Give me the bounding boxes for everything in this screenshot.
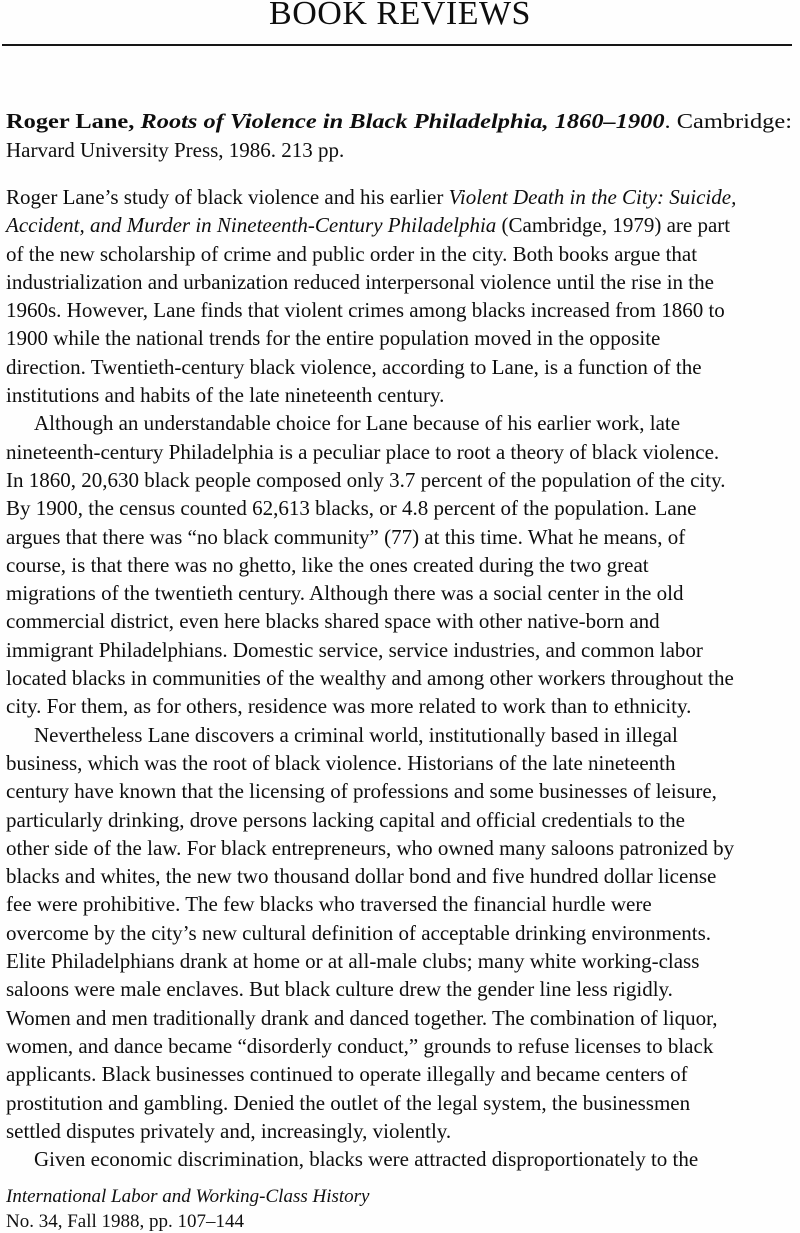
text-run: Given economic discrimination, blacks were attracted disproportionately to the [34,1147,699,1172]
text-run: direction. Twentieth-century black violence, according to Lane, is a function of the [6,354,702,379]
text-run: argues that there was “no black community” (77) at this time. What he means, of [6,524,686,549]
review-paragraph [6,183,792,409]
text-line [6,494,792,522]
text-line [6,692,792,720]
text-line [6,523,792,551]
text-run: applicants. Black businesses continued to operate illegally and became centers of [6,1062,688,1087]
text-run: city. For them, as for others, residence was more related to work than to ethnicity. [6,694,692,719]
text-run: business, which was the root of black violence. Historians of the late nineteenth [6,750,676,775]
text-run: women, and dance became “disorderly conduct,” grounds to refuse licenses to black [6,1033,714,1058]
text-run: Harvard University Press, 1986. 213 pp. [6,138,345,162]
review-body [6,183,792,1173]
text-run: By 1900, the census counted 62,613 blacks, or 4.8 percent of the population. Lane [6,496,697,521]
text-line [6,466,792,494]
text-run: century have known that the licensing of professions and some businesses of leisure, [6,779,717,804]
text-line [6,1060,792,1088]
italic-text-run: Violent Death in the City: Suicide, [448,185,737,209]
text-line [6,183,792,211]
text-run: In 1860, 20,630 black people composed only 3.7 percent of the population of the city. [6,467,726,492]
text-run: saloons were male enclaves. But black culture drew the gender line less rigidly. [6,977,673,1002]
text-line [6,749,792,777]
text-run: 1900 while the national trends for the entire population moved in the opposite [6,326,661,351]
page-footer [6,1184,370,1233]
text-run: Roger Lane’s study of black violence and his earlier [6,185,449,209]
text-run: institutions and habits of the late nineteenth century. [6,383,445,408]
text-line [6,1117,792,1145]
text-line [6,381,792,409]
review-content [6,107,792,1173]
text-run: (Cambridge, 1979) are part [496,213,731,238]
text-line [6,1145,792,1173]
text-run: . Cambridge: [664,109,792,133]
text-run: 1960s. However, Lane finds that violent crimes among blacks increased from 1860 to [6,298,725,323]
text-run: located blacks in communities of the wealthy and among other workers throughout the [6,666,734,691]
text-line [6,136,792,165]
text-line [6,409,792,437]
text-run: prostitution and gambling. Denied the outlet of the legal system, the businessmen [6,1090,691,1115]
text-line [6,211,792,239]
text-run: course, is that there was no ghetto, like the ones created during the two great [6,552,649,577]
text-line [6,107,792,136]
text-run: migrations of the twentieth century. Although there was a social center in the old [6,581,684,606]
text-run: Roger Lane, [6,109,141,133]
text-line [6,353,792,381]
review-paragraph [6,409,792,720]
text-line [6,296,792,324]
text-run: Nevertheless Lane discovers a criminal world, institutionally based in illegal [34,722,678,747]
text-line [6,636,792,664]
text-line [6,947,792,975]
text-line [6,1032,792,1060]
text-run: nineteenth-century Philadelphia is a peculiar place to root a theory of black violence. [6,439,720,464]
text-line [6,777,792,805]
text-run: of the new scholarship of crime and public order in the city. Both books argue that [6,241,698,266]
text-line [6,268,792,296]
text-line [6,721,792,749]
issue-line: No. 34, Fall 1988, pp. 107–144 [6,1211,245,1232]
text-run: Although an understandable choice for Lane because of his earlier work, late [34,411,681,436]
text-line [6,240,792,268]
text-line [6,890,792,918]
review-paragraph [6,1145,792,1173]
header-rule [2,44,792,46]
text-line [6,834,792,862]
text-run: Elite Philadelphians drank at home or at all-male clubs; many white working-class [6,949,700,974]
text-line [6,1089,792,1117]
text-line [6,806,792,834]
text-run: industrialization and urbanization reduced interpersonal violence until the rise in the [6,269,714,294]
text-run: overcome by the city’s new cultural definition of acceptable drinking environments. [6,920,712,945]
italic-text-run: Accident, and Murder in Nineteenth-Century Philadelphia [6,213,497,238]
text-run: commercial district, even here blacks shared space with other native-born and [6,609,660,634]
text-line [6,438,792,466]
text-run: Women and men traditionally drank and danced together. The combination of liquor, [6,1005,718,1030]
italic-text-run: Roots of Violence in Black Philadelphia, 1860–1900 [140,109,665,133]
text-line [6,862,792,890]
text-run: other side of the law. For black entrepreneurs, who owned many saloons patronized by [6,835,735,860]
text-run: settled disputes privately and, increasingly, violently. [6,1118,452,1143]
text-line [6,664,792,692]
text-run: blacks and whites, the new two thousand dollar bond and five hundred dollar license [6,864,717,889]
book-citation [6,107,792,165]
text-run: immigrant Philadelphians. Domestic service, service industries, and common labor [6,637,703,662]
text-run: particularly drinking, drove persons lacking capital and official credentials to the [6,807,685,832]
text-line [6,607,792,635]
text-line [6,1004,792,1032]
text-line [6,975,792,1003]
text-line [6,579,792,607]
text-line [6,324,792,352]
journal-title: International Labor and Working-Class History [6,1186,370,1207]
text-line [6,919,792,947]
text-line [6,551,792,579]
page-title: BOOK REVIEWS [269,0,531,32]
text-run: fee were prohibitive. The few blacks who traversed the financial hurdle were [6,892,652,917]
review-paragraph [6,721,792,1145]
